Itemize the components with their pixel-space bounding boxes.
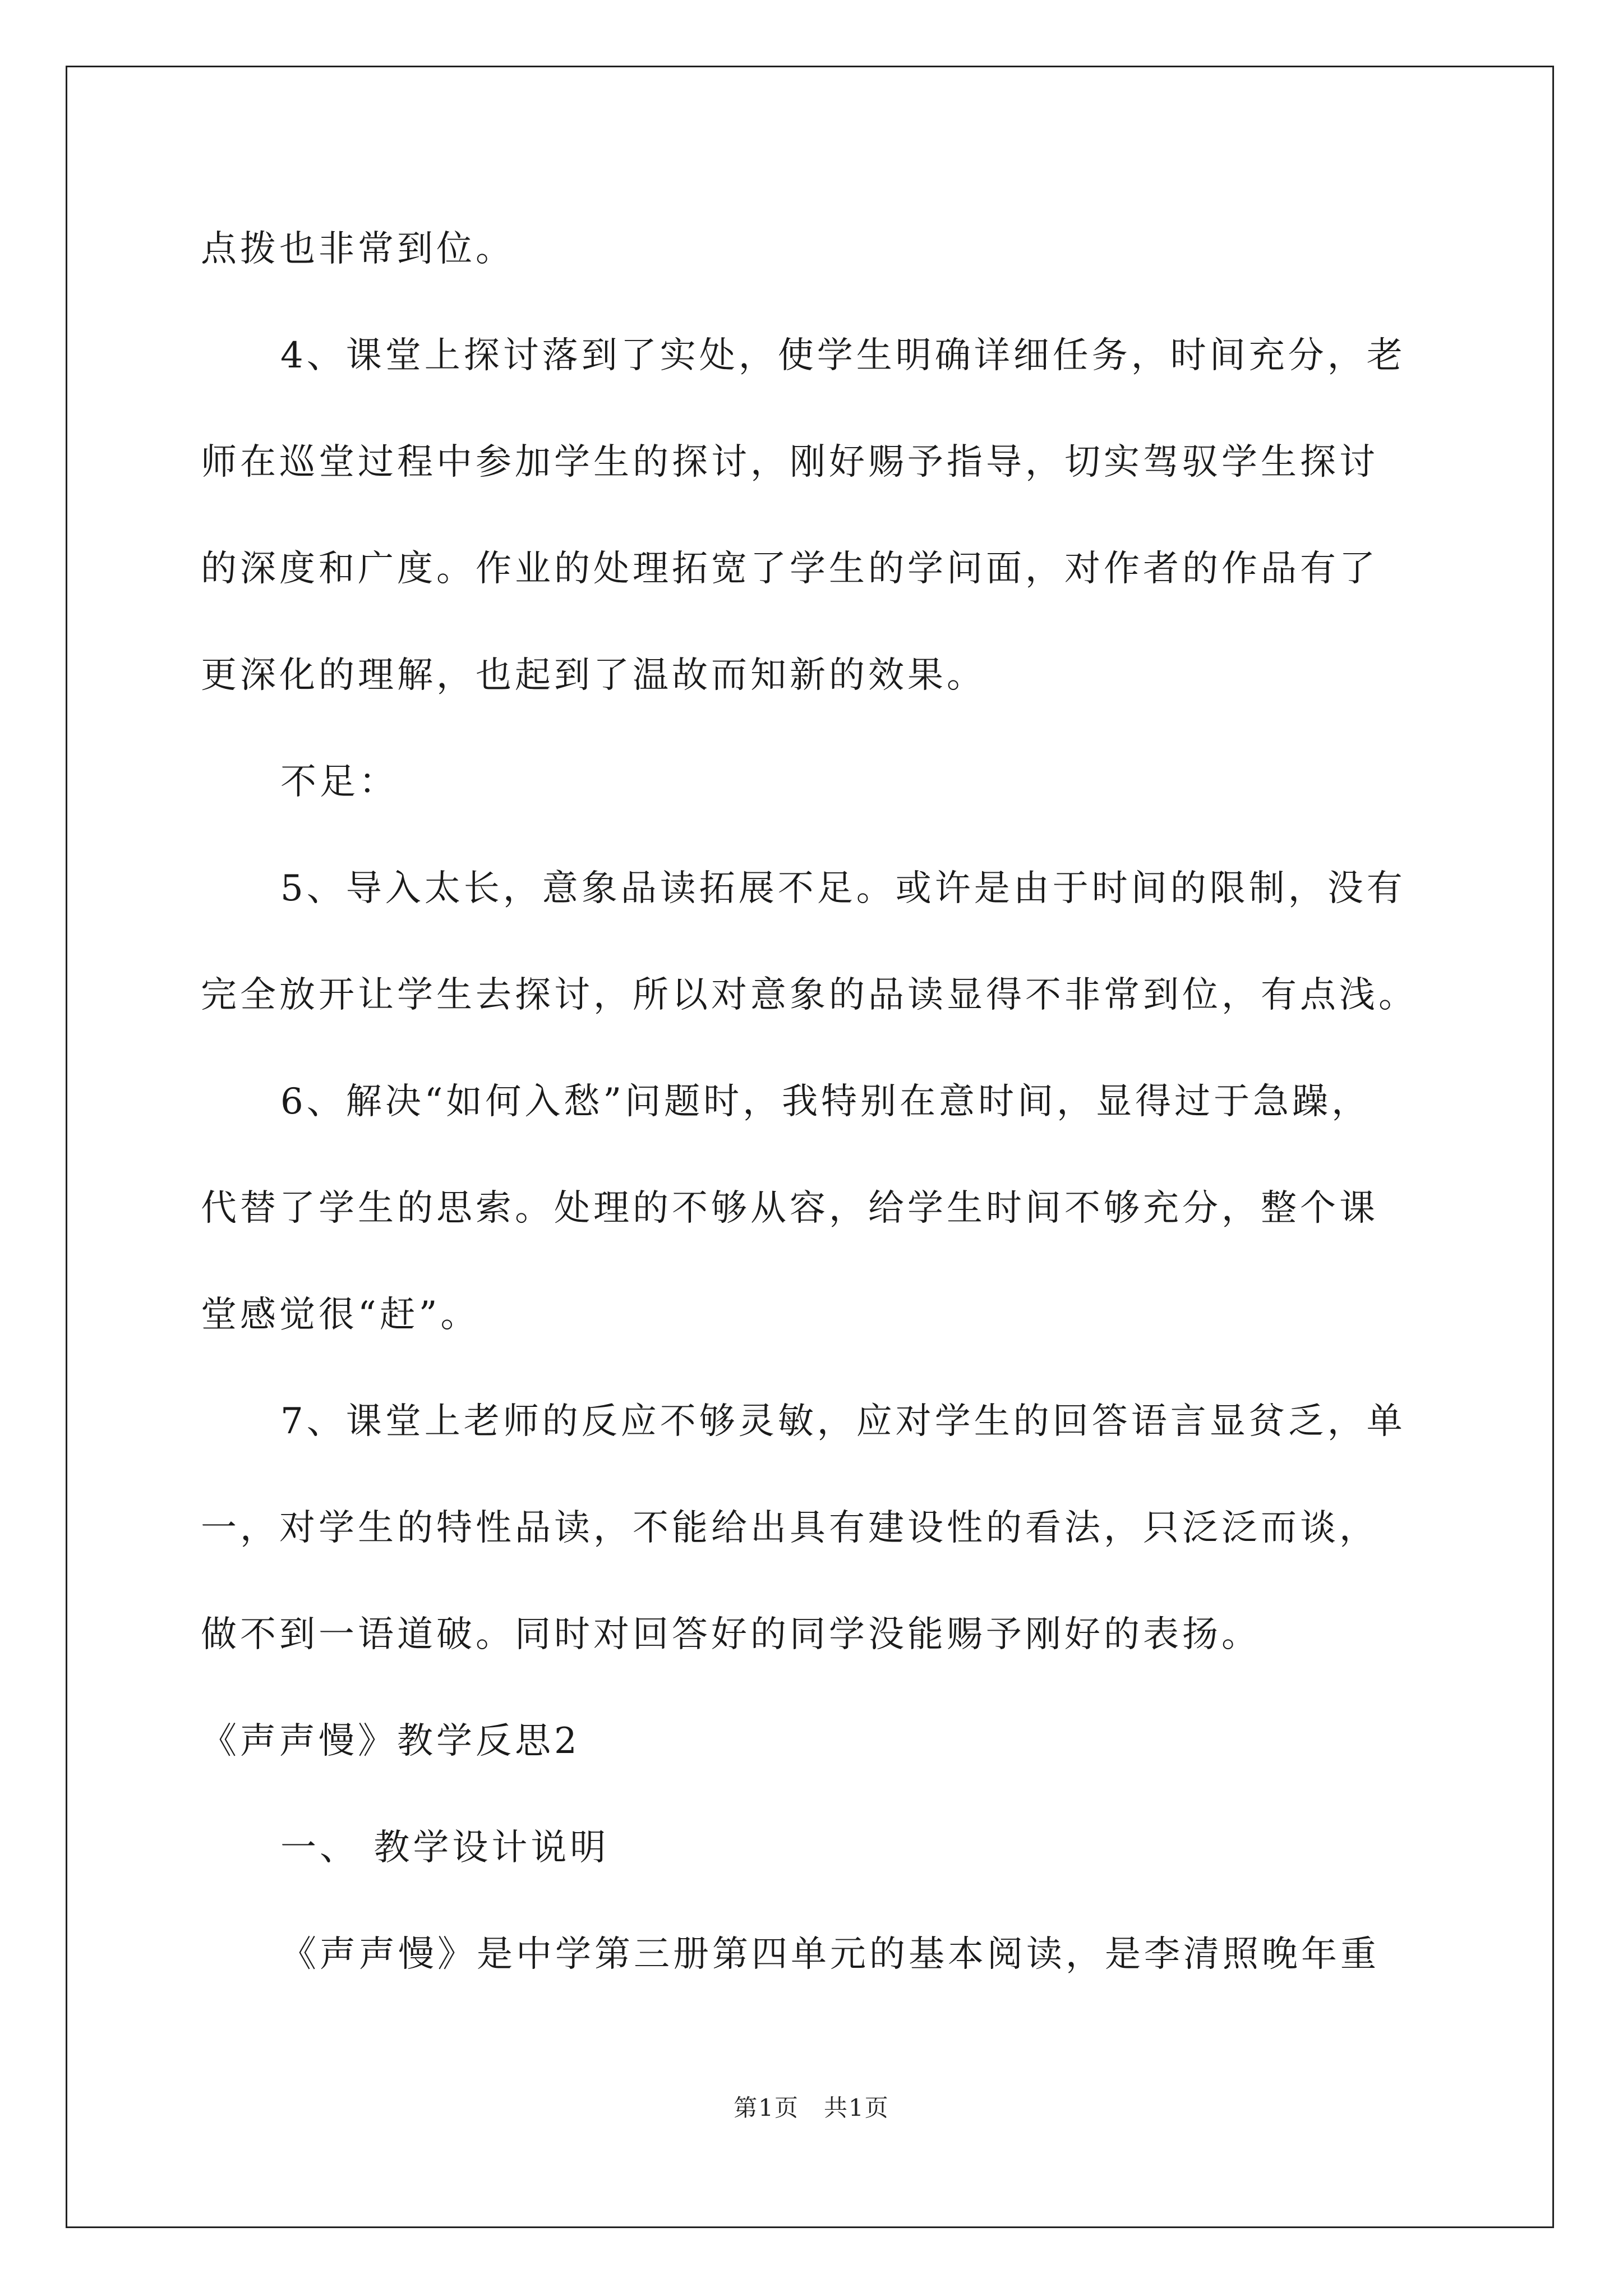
text-line-8: 完全放开让学生去探讨，所以对意象的品读显得不非常到位，有点浅。: [201, 974, 1418, 1016]
article-title: 《声声慢》教学反思2: [201, 1720, 580, 1762]
text-line-2: 4、课堂上探讨落到了实处，使学生明确详细任务，时间充分，老: [280, 335, 1406, 376]
text-line-17: 《声声慢》是中学第三册第四单元的基本阅读，是李清照晚年重: [280, 1934, 1380, 1975]
section-heading-shortcomings: 不足：: [280, 761, 398, 803]
text-line-7: 5、导入太长，意象品读拓展不足。或许是由于时间的限制，没有: [280, 868, 1406, 909]
page-footer: 第1页 共1页: [734, 2094, 889, 2122]
text-line-4: 的深度和广度。作业的处理拓宽了学生的学问面，对作者的作品有了: [201, 548, 1378, 590]
text-line-12: 7、课堂上老师的反应不够灵敏，应对学生的回答语言显贫乏，单: [280, 1401, 1406, 1442]
text-line-10: 代替了学生的思索。处理的不够从容，给学生时间不够充分，整个课: [201, 1188, 1378, 1229]
text-line-5: 更深化的理解，也起到了温故而知新的效果。: [201, 655, 986, 696]
text-line-3: 师在巡堂过程中参加学生的探讨，刚好赐予指导，切实驾驭学生探讨: [201, 441, 1378, 483]
text-line-1: 点拨也非常到位。: [201, 228, 515, 270]
text-line-14: 做不到一语道破。同时对回答好的同学没能赐予刚好的表扬。: [201, 1614, 1261, 1655]
text-line-9: 6、解决“如何入愁”问题时，我特别在意时间，显得过于急躁，: [280, 1081, 1371, 1122]
page-border: [66, 66, 1554, 2228]
section-heading-design: 一、 教学设计说明: [280, 1827, 610, 1869]
text-line-11: 堂感觉很“赶”。: [201, 1294, 480, 1336]
text-line-13: 一，对学生的特性品读，不能给出具有建设性的看法，只泛泛而谈，: [201, 1507, 1378, 1549]
